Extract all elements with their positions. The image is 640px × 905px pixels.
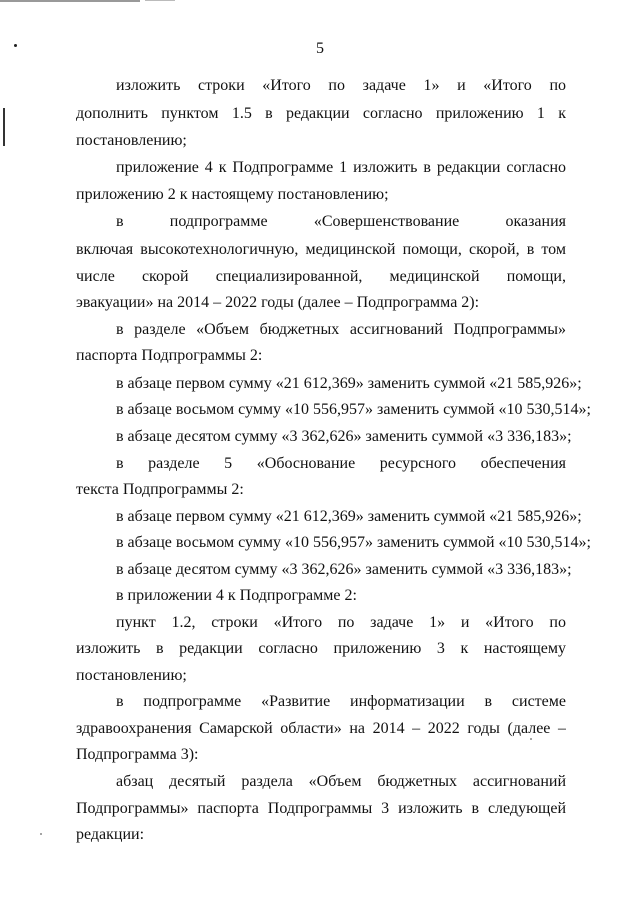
text-line: редакции: bbox=[76, 826, 145, 843]
text-line: здравоохранения Самарской области» на 2014 – 2022 годы (далее – bbox=[76, 720, 566, 737]
text-line: включая высокотехнологичную, медицинской помощи, скорой, в том bbox=[76, 241, 566, 258]
text-line: приложению 2 к настоящему постановлению; bbox=[76, 186, 389, 203]
text-line: в подпрограмме «Развитие информатизации в системе bbox=[116, 693, 566, 710]
text-line: в абзаце первом сумму «21 612,369» заменить суммой «21 585,926»; bbox=[116, 508, 582, 525]
text-line: в абзаце восьмом сумму «10 556,957» заменить суммой «10 530,514»; bbox=[116, 534, 591, 551]
text-line: в разделе «Объем бюджетных ассигнований Подпрограммы» bbox=[116, 321, 566, 338]
text-line: постановлению; bbox=[76, 132, 187, 149]
text-line: приложение 4 к Подпрограмме 1 изложить в редакции согласно bbox=[116, 159, 566, 176]
text-line: в абзаце восьмом сумму «10 556,957» заменить суммой «10 530,514»; bbox=[116, 401, 591, 418]
scan-edge-top-fragment bbox=[145, 0, 175, 1]
text-line: изложить в редакции согласно приложению 3 к настоящему bbox=[76, 640, 566, 657]
text-line: в абзаце десятом сумму «3 362,626» заменить суммой «3 336,183»; bbox=[116, 561, 572, 578]
scan-speck bbox=[40, 833, 42, 835]
scan-left-margin-mark bbox=[3, 108, 5, 146]
text-line: в абзаце десятом сумму «3 362,626» заменить суммой «3 336,183»; bbox=[116, 428, 572, 445]
text-line: абзац десятый раздела «Объем бюджетных ассигнований bbox=[116, 773, 566, 790]
text-line: в разделе 5 «Обоснование ресурсного обеспечения bbox=[116, 455, 566, 472]
text-line: эвакуации» на 2014 – 2022 годы (далее – Подпрограмма 2): bbox=[76, 294, 480, 311]
scan-edge-top bbox=[0, 0, 140, 2]
text-line: Подпрограммы» паспорта Подпрограммы 3 изложить в следующей bbox=[76, 800, 566, 817]
text-line: числе скорой специализированной, медицинской помощи, bbox=[76, 268, 566, 285]
text-line: в приложении 4 к Подпрограмме 2: bbox=[116, 587, 357, 604]
text-line: в абзаце первом сумму «21 612,369» заменить суммой «21 585,926»; bbox=[116, 375, 582, 392]
text-line: постановлению; bbox=[76, 667, 187, 684]
text-line: пункт 1.2, строки «Итого по задаче 1» и «Итого по bbox=[116, 614, 566, 631]
text-line: текста Подпрограммы 2: bbox=[76, 481, 244, 498]
text-line: Подпрограмма 3): bbox=[76, 746, 199, 763]
text-line: изложить строки «Итого по задаче 1» и «Итого по bbox=[116, 77, 566, 94]
text-line: дополнить пунктом 1.5 в редакции согласно приложению 1 к bbox=[76, 105, 566, 122]
page-number: 5 bbox=[316, 40, 324, 57]
text-line: в подпрограмме «Совершенствование оказания bbox=[116, 213, 566, 230]
text-line: паспорта Подпрограммы 2: bbox=[76, 347, 263, 364]
